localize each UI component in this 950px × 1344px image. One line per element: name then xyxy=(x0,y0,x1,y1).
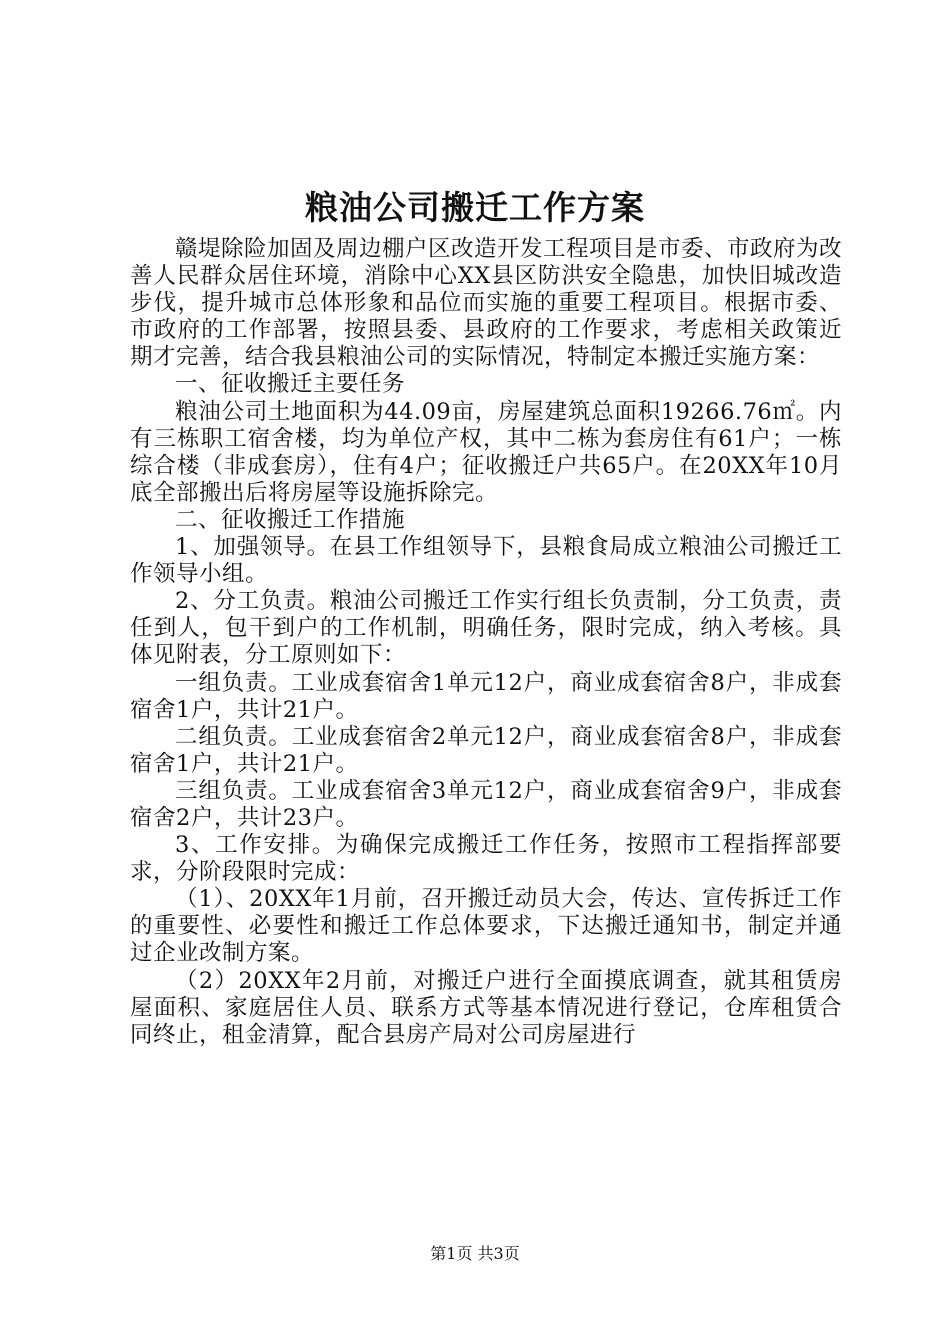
document-body xyxy=(130,236,842,1049)
paragraph-measure-3: 3、工作安排。为确保完成搬迁工作任务，按照市工程指挥部要求，分阶段限时完成： xyxy=(130,832,842,886)
section-heading-2: 二、征收搬迁工作措施 xyxy=(175,506,406,533)
section-heading-1: 一、征收搬迁主要任务 xyxy=(175,371,406,398)
paragraph-measure-1: 1、加强领导。在县工作组领导下，县粮食局成立粮油公司搬迁工作领导小组。 xyxy=(130,534,842,588)
paragraph-group-2: 二组负责。工业成套宿舍2单元12户，商业成套宿舍8户，非成套宿舍1户，共计21户。 xyxy=(130,723,842,777)
paragraph-group-1: 一组负责。工业成套宿舍1单元12户，商业成套宿舍8户，非成套宿舍1户，共计21户。 xyxy=(130,669,842,723)
paragraph-task: 粮油公司土地面积为44.09亩，房屋建筑总面积19266.76㎡。内有三栋职工宿舍楼，均为单位产权，其中二栋为套房住有61户；一栋综合楼（非成套房），住有4户；征收搬迁户共65户。在20XX年10月底全部搬出后将房屋等设施拆除完。 xyxy=(130,398,842,506)
document-title: 粮油公司搬迁工作方案 xyxy=(305,188,645,227)
paragraph-step-2: （2）20XX年2月前，对搬迁户进行全面摸底调查，就其租赁房屋面积、家庭居住人员、联系方式等基本情况进行登记，仓库租赁合同终止，租金清算，配合县房产局对公司房屋进行 xyxy=(130,967,842,1048)
paragraph-step-1: （1）、20XX年1月前，召开搬迁动员大会，传达、宣传拆迁工作的重要性、必要性和搬迁工作总体要求，下达搬迁通知书，制定并通过企业改制方案。 xyxy=(130,886,842,967)
paragraph-measure-2: 2、分工负责。粮油公司搬迁工作实行组长负责制，分工负责，责任到人，包干到户的工作机制，明确任务，限时完成，纳入考核。具体见附表，分工原则如下： xyxy=(130,588,842,669)
paragraph-group-3: 三组负责。工业成套宿舍3单元12户，商业成套宿舍9户，非成套宿舍2户，共计23户。 xyxy=(130,777,842,831)
page-footer: 第1页 共3页 xyxy=(430,1244,520,1263)
paragraph-intro: 赣堤除险加固及周边棚户区改造开发工程项目是市委、市政府为改善人民群众居住环境，消除中心XX县区防洪安全隐患，加快旧城改造步伐，提升城市总体形象和品位而实施的重要工程项目。根据市委、市政府的工作部署，按照县委、县政府的工作要求，考虑相关政策近期才完善，结合我县粮油公司的实际情况，特制定本搬迁实施方案： xyxy=(130,236,843,371)
